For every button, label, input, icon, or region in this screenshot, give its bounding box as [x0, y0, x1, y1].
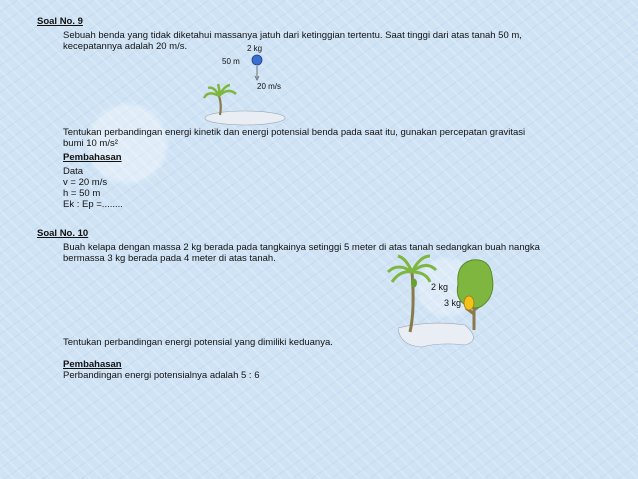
jackfruit-mass-label: 3 kg [444, 298, 462, 308]
falling-ball [252, 55, 262, 65]
soal-9-question-1: Tentukan perbandingan energi kinetik dan energi potensial benda pada saat itu, gunakan percepatan gravitasi [63, 127, 526, 138]
soal-9-header: Soal No. 9 [37, 16, 83, 27]
soal-9-data-v: v = 20 m/s [63, 177, 108, 188]
figure-height-label: 50 m [222, 57, 240, 66]
jackfruit-fruit [464, 296, 474, 310]
soal-9-line-2: kecepatannya adalah 20 m/s. [63, 41, 188, 52]
soal-9-data-ek: Ek : Ep =........ [63, 199, 123, 210]
soal-10-line-1: Buah kelapa dengan massa 2 kg berada pada tangkainya setinggi 5 meter di atas tanah sedangkan buah nangka [63, 242, 540, 253]
coconut-mass-label: 2 kg [431, 282, 449, 292]
soal-10-header: Soal No. 10 [37, 228, 89, 239]
soal-9-pembahasan: Pembahasan [63, 152, 122, 163]
soal-10-question: Tentukan perbandingan energi potensial yang dimiliki keduanya. [63, 337, 333, 348]
soal-10-answer: Perbandingan energi potensialnya adalah 5 : 6 [63, 370, 260, 381]
figure-mass-label: 2 kg [247, 44, 263, 53]
soal-9-line-1: Sebuah benda yang tidak diketahui massanya jatuh dari ketinggian tertentu. Saat tinggi dari atas tanah 50 m, [63, 30, 522, 41]
coconut-fruit [411, 279, 417, 288]
coconut-jackfruit-figure [370, 250, 500, 350]
soal-9-question-2: bumi 10 m/s² [63, 138, 118, 149]
ground-shadow [205, 111, 285, 125]
ground-shadow [398, 323, 474, 347]
soal-10-line-2: bermassa 3 kg berada pada 4 meter di atas tanah. [63, 253, 276, 264]
figure-speed-label: 20 m/s [257, 82, 282, 91]
palm-leaf [204, 84, 236, 98]
soal-9-data-title: Data [63, 166, 84, 177]
soal-9-data-h: h = 50 m [63, 188, 101, 199]
palm-trunk [219, 96, 221, 115]
jackfruit-canopy [457, 260, 493, 308]
soal-10-pembahasan: Pembahasan [63, 359, 122, 370]
